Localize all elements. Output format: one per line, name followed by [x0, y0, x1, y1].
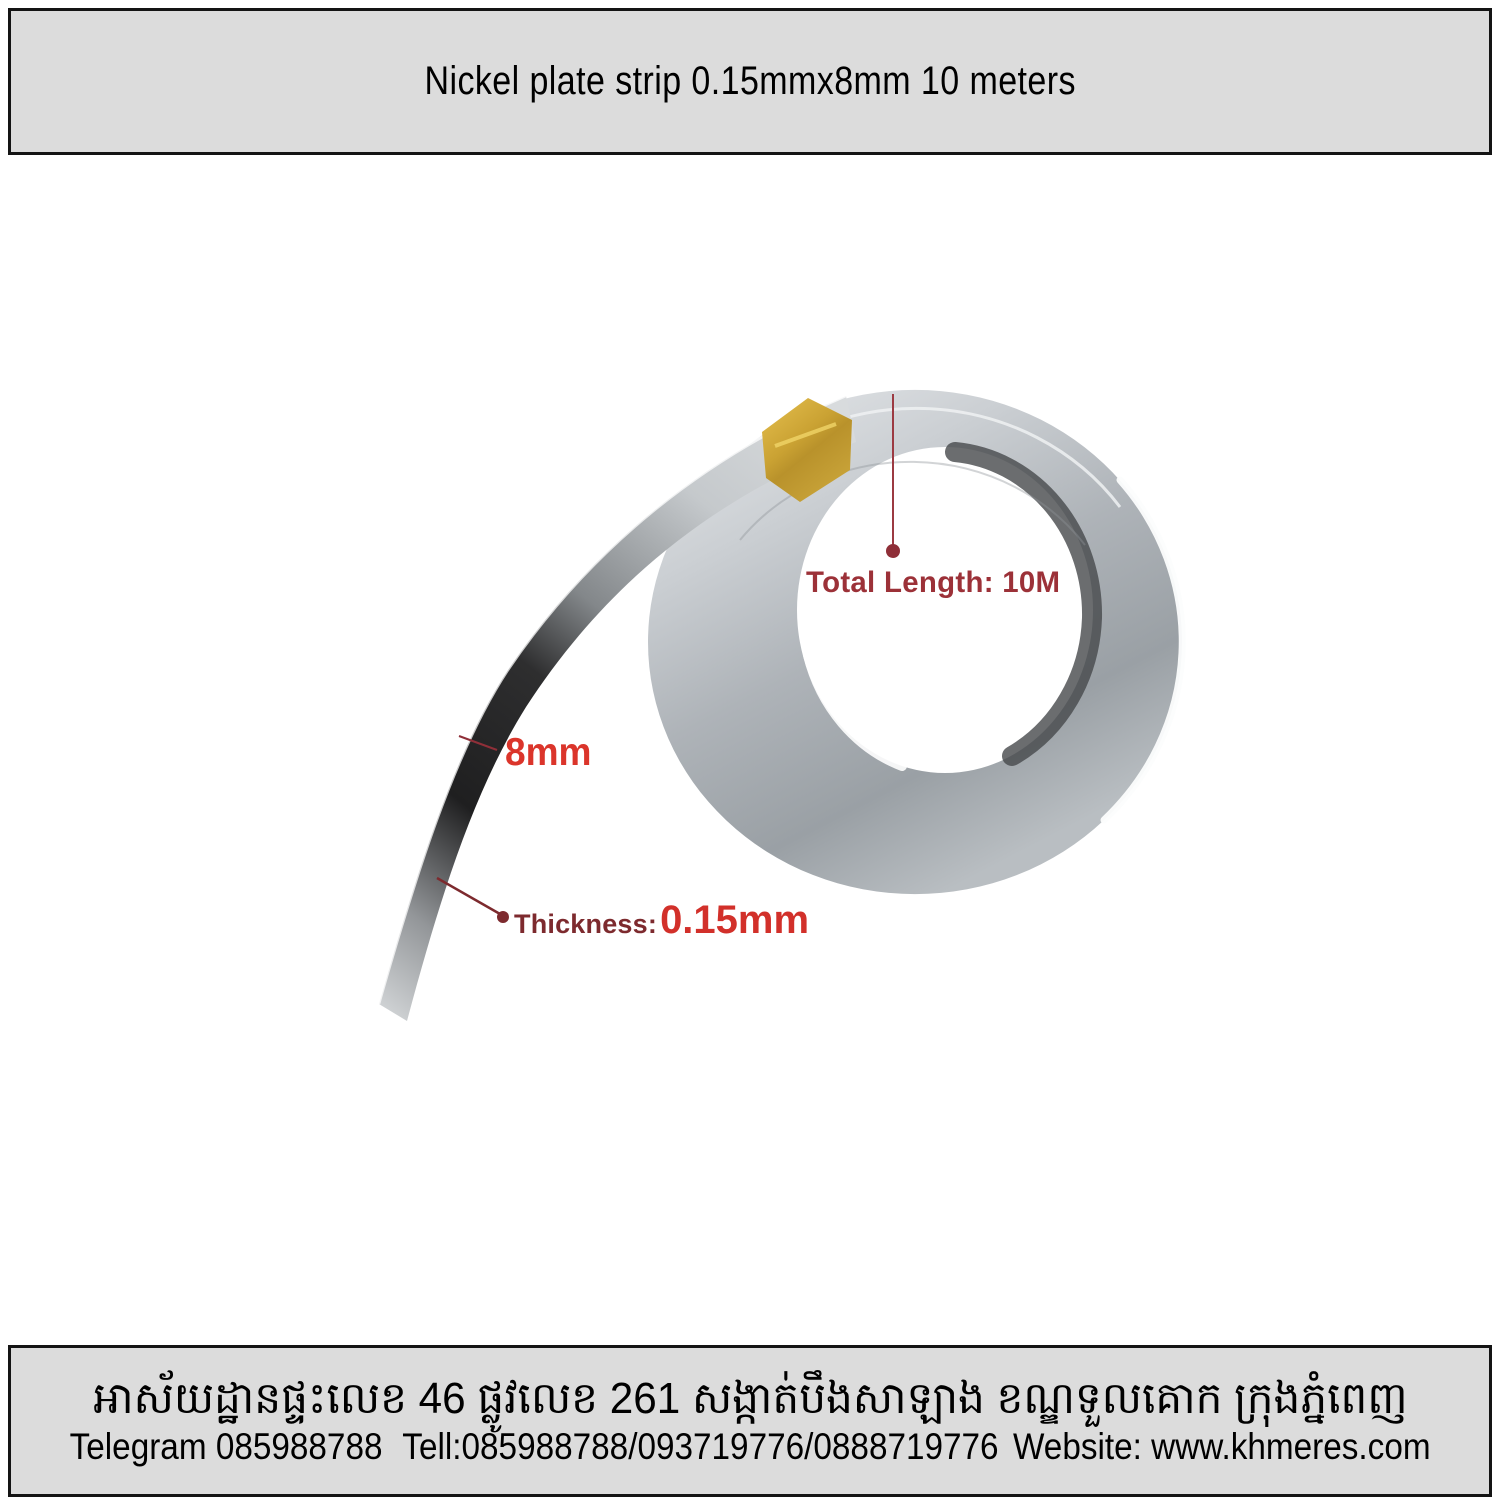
telegram-contact: Telegram 085988788 [69, 1426, 383, 1468]
thickness-leader-dot [497, 911, 509, 923]
thickness-label: Thickness: [514, 909, 658, 939]
tell-contact: Tell:085988788/093719776/0888719776 [402, 1426, 999, 1468]
thickness-leader-line [437, 878, 500, 914]
total-length-leader-dot [886, 544, 900, 558]
footer-banner [8, 1345, 1492, 1497]
address-khmer: អាស័យដ្ឋានផ្ទះលេខ 46 ផ្លូវលេខ 261 សង្កាត់បឹងសាឡាង ខណ្ឌទួលគោក ក្រុងភ្នំពេញ [92, 1374, 1408, 1424]
thickness-value: 0.15mm [660, 898, 810, 942]
total-length-label: Total Length: 10M [806, 566, 1061, 599]
page-title: Nickel plate strip 0.15mmx8mm 10 meters [424, 59, 1076, 103]
contact-line [70, 1426, 1431, 1469]
thickness-annotation [514, 898, 809, 943]
strip-width-label: 8mm [505, 731, 592, 774]
website-link: Website: www.khmeres.com [1012, 1426, 1431, 1468]
